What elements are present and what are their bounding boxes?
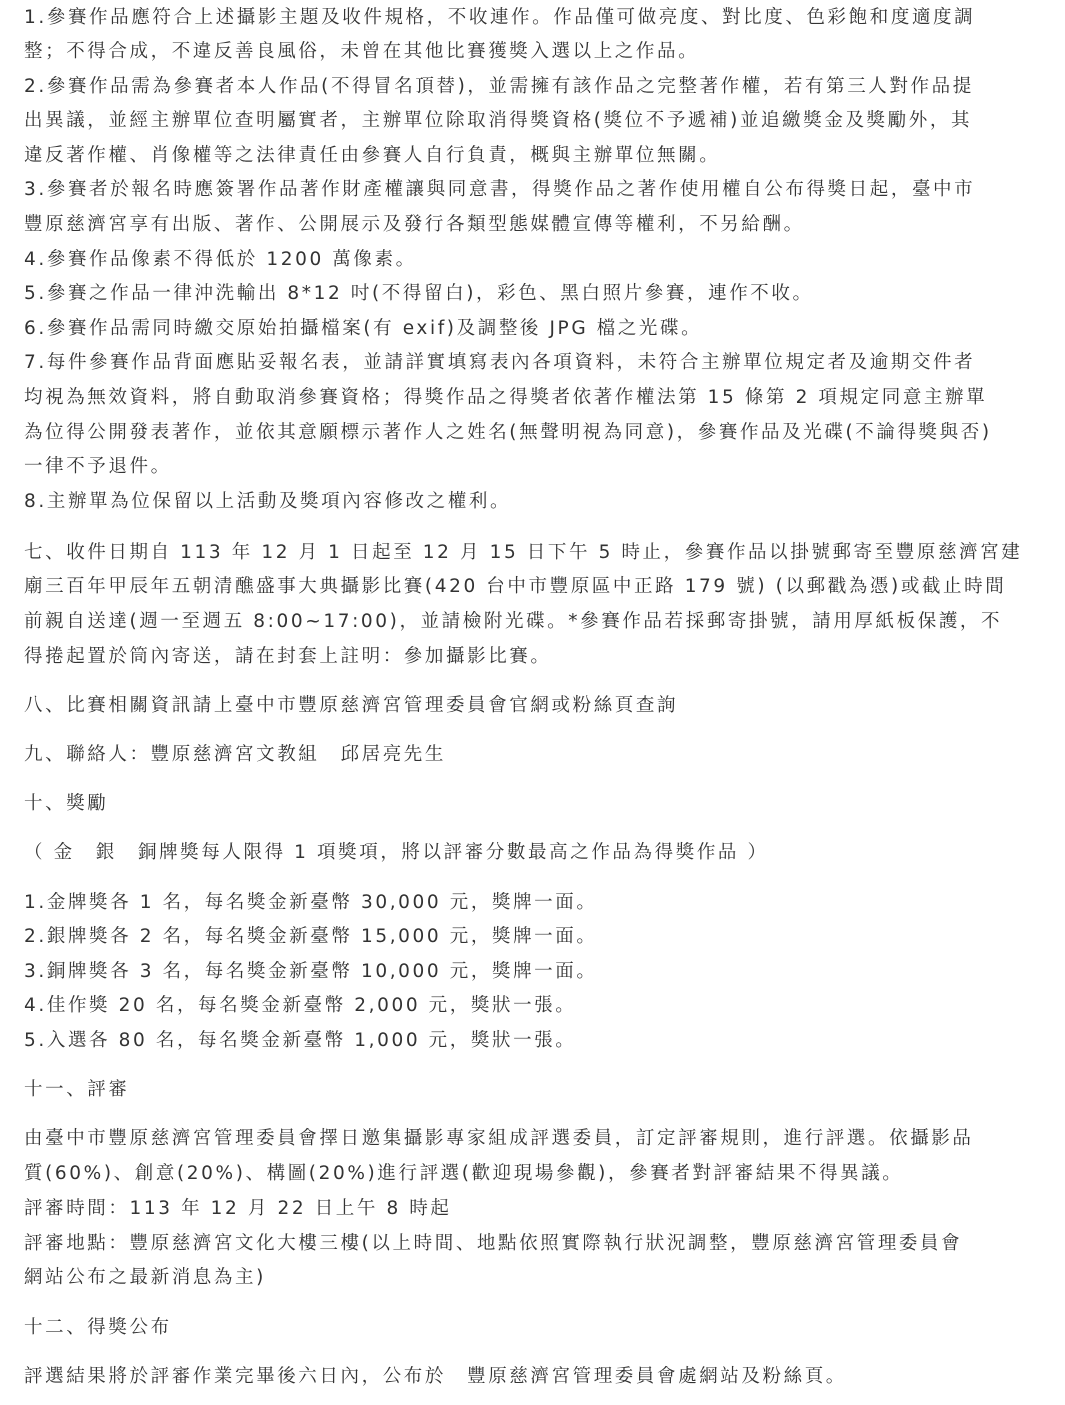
rule-3-line-1: 3.參賽者於報名時應簽署作品著作財產權讓與同意書，得獎作品之著作使用權自公布得獎日起，臺中市	[24, 179, 976, 200]
rule-2-line-1: 2.參賽作品需為參賽者本人作品(不得冒名頂替)，並需擁有該作品之完整著作權，若有第三人對作品提	[24, 76, 974, 97]
section-11-body-line-1: 由臺中市豐原慈濟宮管理委員會擇日邀集攝影專家組成評選委員，訂定評審規則，進行評選。依攝影品	[24, 1128, 974, 1149]
rule-1-line-1: 1.參賽作品應符合上述攝影主題及收件規格，不收連作。作品僅可做亮度、對比度、色彩飽和度適度調	[24, 7, 976, 28]
award-gold: 1.金牌獎各 1 名，每名獎金新臺幣 30,000 元，獎牌一面。	[24, 892, 598, 913]
section-7-line-1: 七、收件日期自 113 年 12 月 1 日起至 12 月 15 日下午 5 時止，參賽作品以掛號郵寄至豐原慈濟宮建	[24, 542, 1023, 563]
judging-place-line-2: 網站公布之最新消息為主)	[24, 1267, 266, 1288]
rule-7-line-1: 7.每件參賽作品背面應貼妥報名表，並請詳實填寫表內各項資料，未符合主辦單位規定者及逾期交件者	[24, 352, 976, 373]
section-10-heading: 十、獎勵	[24, 793, 109, 814]
section-7-line-3: 前親自送達(週一至週五 8:00~17:00)，並請檢附光碟。*參賽作品若採郵寄掛號，請用厚紙板保護，不	[24, 611, 1003, 632]
award-honorable: 4.佳作獎 20 名，每名獎金新臺幣 2,000 元，獎狀一張。	[24, 995, 577, 1016]
section-11-body-line-2: 質(60%)、創意(20%)、構圖(20%)進行評選(歡迎現場參觀)，參賽者對評審結果不得異議。	[24, 1163, 904, 1184]
section-7-line-4: 得捲起置於筒內寄送，請在封套上註明：參加攝影比賽。	[24, 646, 552, 667]
rule-4: 4.參賽作品像素不得低於 1200 萬像素。	[24, 249, 417, 270]
award-bronze: 3.銅牌獎各 3 名，每名獎金新臺幣 10,000 元，獎牌一面。	[24, 961, 598, 982]
rule-5: 5.參賽之作品一律沖洗輸出 8*12 吋(不得留白)，彩色、黑白照片參賽，連作不收。	[24, 283, 814, 304]
section-9-contact: 九、聯絡人：豐原慈濟宮文教組 邱居亮先生	[24, 744, 447, 765]
rule-7-line-3: 為位得公開發表著作，並依其意願標示著作人之姓名(無聲明視為同意)，參賽作品及光碟(不論得獎與否)	[24, 422, 992, 443]
section-12-heading: 十二、得獎公布	[24, 1317, 172, 1338]
section-7-line-2: 廟三百年甲辰年五朝清醮盛事大典攝影比賽(420 台中市豐原區中正路 179 號) (以郵戳為憑)或截止時間	[24, 576, 1007, 597]
section-8: 八、比賽相關資訊請上臺中市豐原慈濟宮管理委員會官網或粉絲頁查詢	[24, 695, 679, 716]
award-selected: 5.入選各 80 名，每名獎金新臺幣 1,000 元，獎狀一張。	[24, 1030, 577, 1051]
section-12-body: 評選結果將於評審作業完畢後六日內，公布於 豐原慈濟宮管理委員會處網站及粉絲頁。	[24, 1366, 847, 1387]
rule-7-line-4: 一律不予退件。	[24, 456, 172, 477]
rule-7-line-2: 均視為無效資料，將自動取消參賽資格；得獎作品之得獎者依著作權法第 15 條第 2 項規定同意主辦單	[24, 387, 988, 408]
rule-2-line-3: 違反著作權、肖像權等之法律責任由參賽人自行負責，概與主辦單位無關。	[24, 145, 721, 166]
judging-time: 評審時間：113 年 12 月 22 日上午 8 時起	[24, 1198, 452, 1219]
section-10-note: （ 金 銀 銅牌獎每人限得 1 項獎項，將以評審分數最高之作品為得獎作品 ）	[24, 842, 769, 863]
rule-8: 8.主辦單為位保留以上活動及獎項內容修改之權利。	[24, 491, 512, 512]
rule-1-line-2: 整；不得合成，不違反善良風俗，未曾在其他比賽獲獎入選以上之作品。	[24, 41, 700, 62]
rule-2-line-2: 出異議，並經主辦單位查明屬實者，主辦單位除取消得獎資格(獎位不予遞補)並追繳獎金及獎勵外，其	[24, 110, 973, 131]
award-silver: 2.銀牌獎各 2 名，每名獎金新臺幣 15,000 元，獎牌一面。	[24, 926, 598, 947]
rule-3-line-2: 豐原慈濟宮享有出版、著作、公開展示及發行各類型態媒體宣傳等權利，不另給酬。	[24, 214, 805, 235]
judging-place-line-1: 評審地點：豐原慈濟宮文化大樓三樓(以上時間、地點依照實際執行狀況調整，豐原慈濟宮管理委員會	[24, 1233, 963, 1254]
section-11-heading: 十一、評審	[24, 1079, 130, 1100]
rule-6: 6.參賽作品需同時繳交原始拍攝檔案(有 exif)及調整後 JPG 檔之光碟。	[24, 318, 703, 339]
